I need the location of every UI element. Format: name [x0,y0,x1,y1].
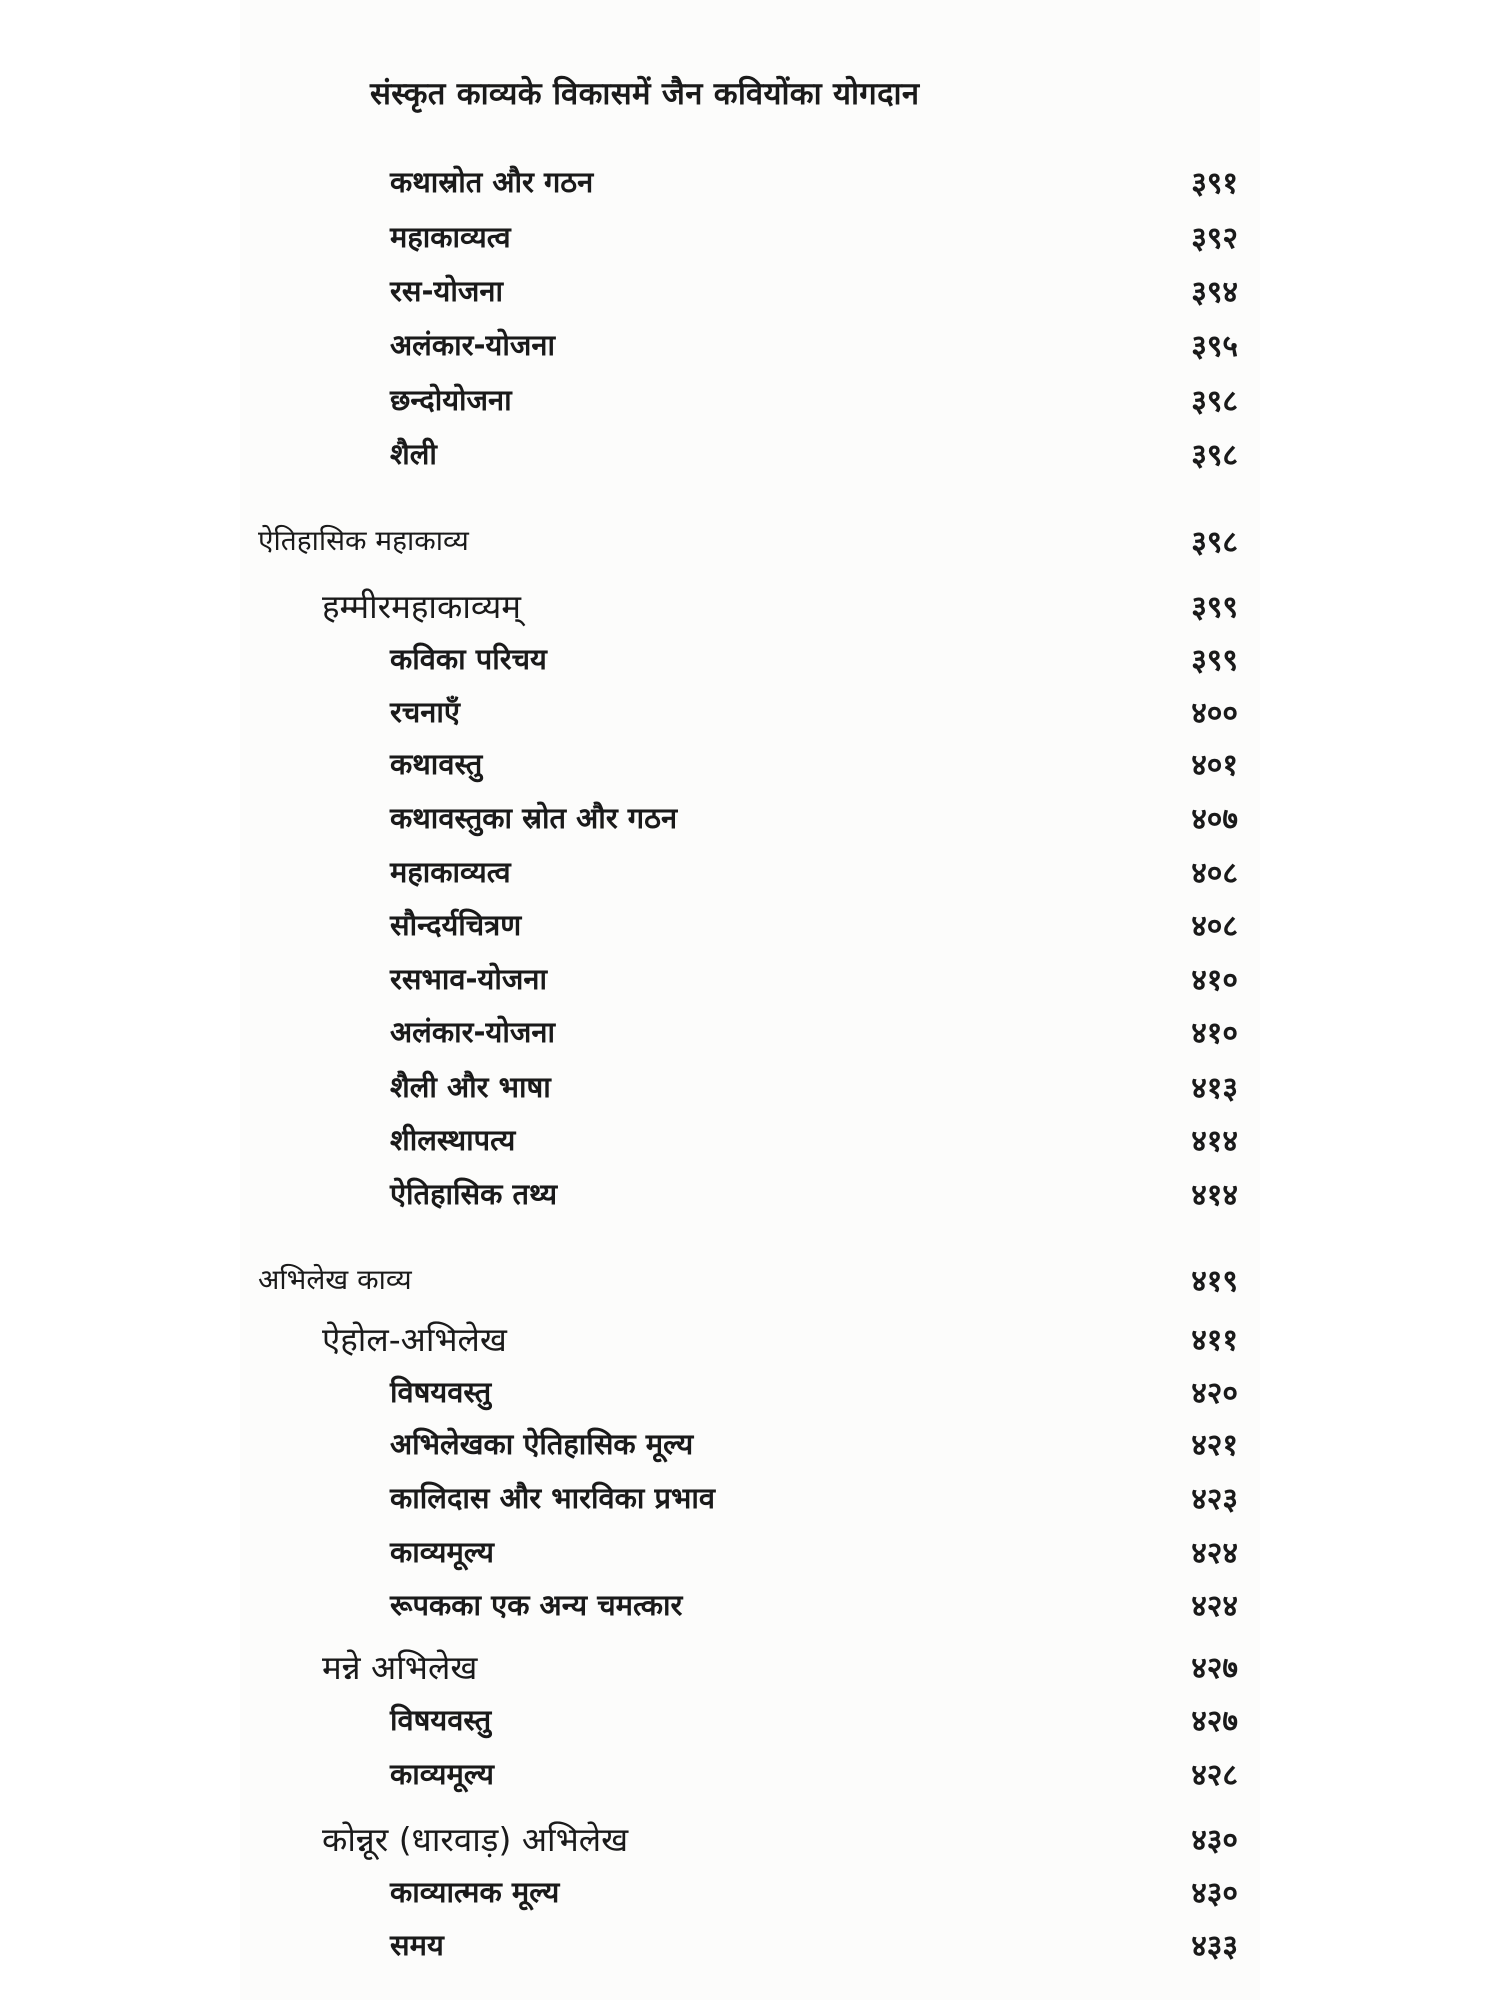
toc-page-number: ४२३ [1191,1481,1238,1517]
toc-entry [0,268,1500,312]
toc-item-title: काव्यमूल्य [390,1534,494,1569]
toc-entry [0,1751,1500,1795]
toc-page-number: ४०१ [1191,747,1238,783]
toc-page-number: ४०० [1191,695,1238,731]
toc-page-number: ४०८ [1191,855,1238,891]
toc-subsection-title: कोन्नूर (धारवाड़) अभिलेख [322,1819,629,1859]
toc-entry [0,636,1500,680]
toc-page-number: ३९९ [1191,589,1238,625]
toc-entry [0,583,1500,627]
toc-item-title: कथास्रोत और गठन [390,164,594,199]
toc-entry [0,1644,1500,1688]
toc-section-title: अभिलेख काव्य [258,1263,412,1296]
toc-entry [0,1475,1500,1519]
toc-item-title: छन्दोयोजना [390,382,512,417]
toc-item-title: अभिलेखका ऐतिहासिक मूल्य [390,1426,694,1461]
toc-item-title: सौन्दर्यचित्रण [390,907,522,942]
toc-item-title: काव्यात्मक मूल्य [390,1874,560,1909]
toc-page-number: ४०७ [1191,801,1238,837]
toc-page-number: ३९८ [1191,524,1238,560]
toc-page-number: ४२४ [1191,1535,1238,1571]
toc-entry [0,1171,1500,1215]
running-header: संस्कृत काव्यके विकासमें जैन कवियोंका योगदान [370,76,920,112]
toc-entry [0,1421,1500,1465]
toc-entry [0,1582,1500,1626]
toc-entry [0,795,1500,839]
toc-entry [0,1697,1500,1741]
toc-item-title: कथावस्तुका स्रोत और गठन [390,800,678,835]
toc-entry [0,1369,1500,1413]
toc-page-number: ४११ [1191,1322,1238,1358]
toc-entry [0,689,1500,733]
toc-page-number: ४३० [1191,1822,1238,1858]
toc-entry [0,1257,1500,1301]
toc-page-number: ४२० [1191,1375,1238,1411]
toc-item-title: काव्यमूल्य [390,1756,494,1791]
toc-page-number: ४१३ [1191,1070,1238,1106]
toc-page-number: ४०८ [1191,908,1238,944]
toc-page-number: ३९५ [1191,328,1238,364]
toc-item-title: विषयवस्तु [390,1702,492,1737]
toc-entry [0,1869,1500,1913]
toc-item-title: रसभाव-योजना [390,961,547,996]
toc-entry [0,377,1500,421]
toc-entry [0,518,1500,562]
toc-entry [0,322,1500,366]
toc-item-title: समय [390,1927,444,1962]
toc-entry [0,159,1500,203]
toc-item-title: कविका परिचय [390,641,547,676]
toc-page-number: ४१४ [1191,1123,1238,1159]
toc-item-title: रूपकका एक अन्य चमत्कार [390,1587,683,1622]
toc-item-title: अलंकार-योजना [390,327,555,362]
toc-page-number: ३९१ [1191,165,1238,201]
toc-page-number: ४३० [1191,1875,1238,1911]
toc-page-number: ४१९ [1191,1263,1238,1299]
toc-page-number: ४२८ [1191,1757,1238,1793]
toc-page-number: ३९२ [1191,220,1238,256]
toc-item-title: शीलस्थापत्य [390,1122,516,1157]
toc-subsection-title: ऐहोल-अभिलेख [322,1319,507,1359]
toc-page-number: ४१० [1191,962,1238,998]
toc-entry [0,1009,1500,1053]
toc-section-title: ऐतिहासिक महाकाव्य [258,524,469,557]
toc-entry [0,214,1500,258]
toc-page-number: ४२७ [1191,1703,1238,1739]
toc-item-title: महाकाव्यत्व [390,854,511,889]
toc-page-number: ४२४ [1191,1588,1238,1624]
toc-entry [0,1922,1500,1966]
toc-page-number: ३९८ [1191,383,1238,419]
toc-item-title: शैली और भाषा [390,1069,551,1104]
toc-subsection-title: हम्मीरमहाकाव्यम् [322,586,522,626]
toc-page-number: ३९९ [1191,642,1238,678]
toc-item-title: विषयवस्तु [390,1374,492,1409]
toc-item-title: रचनाएँ [390,694,460,729]
toc-page-number: ३९४ [1191,274,1238,310]
toc-page-number: ४१० [1191,1015,1238,1051]
toc-page-number: ३९८ [1191,437,1238,473]
toc-entry [0,1316,1500,1360]
toc-item-title: महाकाव्यत्व [390,219,511,254]
toc-item-title: शैली [390,436,437,471]
toc-item-title: रस-योजना [390,273,503,308]
toc-entry [0,741,1500,785]
toc-entry [0,431,1500,475]
toc-subsection-title: मन्ने अभिलेख [322,1647,478,1687]
toc-item-title: अलंकार-योजना [390,1014,555,1049]
toc-page-number: ४२१ [1191,1427,1238,1463]
toc-item-title: कथावस्तु [390,746,483,781]
toc-entry [0,956,1500,1000]
toc-item-title: ऐतिहासिक तथ्य [390,1176,558,1211]
toc-entry [0,849,1500,893]
toc-entry [0,1117,1500,1161]
toc-page-number: ४२७ [1191,1650,1238,1686]
toc-item-title: कालिदास और भारविका प्रभाव [390,1480,715,1515]
toc-page-number: ४३३ [1191,1928,1238,1964]
toc-entry [0,1064,1500,1108]
toc-entry [0,1529,1500,1573]
toc-page-number: ४१४ [1191,1177,1238,1213]
toc-entry [0,1816,1500,1860]
toc-entry [0,902,1500,946]
